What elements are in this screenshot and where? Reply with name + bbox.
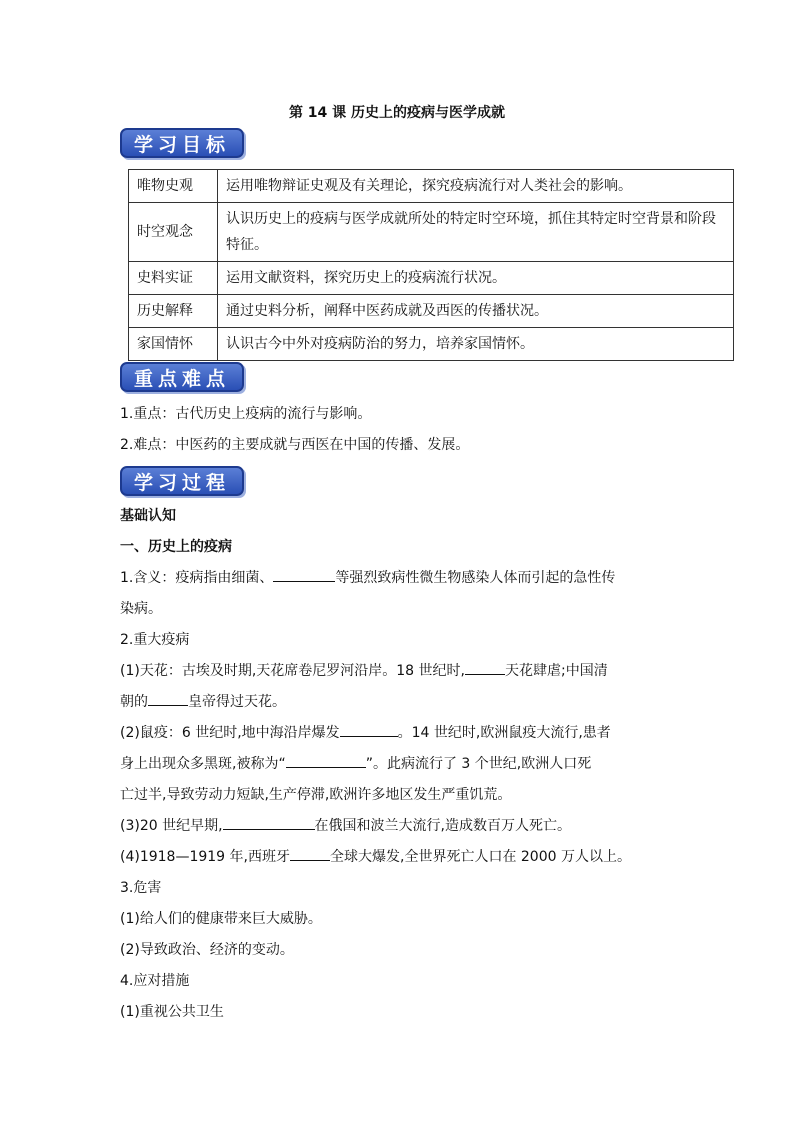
objective-text: 通过史料分析，阐释中医药成就及西医的传播状况。 [218, 295, 734, 328]
major-heading: 2.重大疫病 [120, 632, 190, 648]
table-row [129, 262, 734, 295]
objective-label: 历史解释 [129, 295, 218, 328]
banner-process: 学习过程 [120, 466, 244, 496]
banner-key-points: 重点难点 [120, 362, 244, 392]
fill-blank[interactable] [340, 722, 398, 737]
early20-line: (3)20 世纪早期, 在俄国和波兰大流行,造成数百万人死亡。 [120, 815, 571, 837]
fill-blank[interactable] [148, 691, 188, 706]
measure-item-1: (1)重视公共卫生 [120, 1004, 224, 1020]
fill-blank[interactable] [273, 567, 335, 582]
objective-text: 运用唯物辩证史观及有关理论，探究疫病流行对人类社会的影响。 [218, 170, 734, 203]
fill-blank[interactable] [286, 753, 366, 768]
plague-line-cont: 身上出现众多黑斑,被称为“ ”。此病流行了 3 个世纪,欧洲人口死 [120, 753, 591, 775]
key-point-2: 2.难点：中医药的主要成就与西医在中国的传播、发展。 [120, 437, 470, 453]
harm-item-2: (2)导致政治、经济的变动。 [120, 942, 294, 958]
key-point-1: 1.重点：古代历史上疫病的流行与影响。 [120, 406, 372, 422]
smallpox-line: (1)天花：古埃及时期,天花席卷尼罗河沿岸。18 世纪时, 天花肆虐;中国清 [120, 660, 608, 682]
definition-line-cont: 染病。 [120, 601, 162, 617]
fill-blank[interactable] [223, 815, 315, 830]
table-row [129, 203, 734, 262]
table-row [129, 328, 734, 361]
definition-line: 1.含义：疫病指由细菌、 等强烈致病性微生物感染人体而引起的急性传 [120, 567, 615, 589]
objective-label: 史料实证 [129, 262, 218, 295]
basic-heading: 基础认知 [120, 508, 176, 524]
plague-line: (2)鼠疫：6 世纪时,地中海沿岸爆发 。14 世纪时,欧洲鼠疫大流行,患者 [120, 722, 611, 744]
objective-text: 认识历史上的疫病与医学成就所处的特定时空环境，抓住其特定时空背景和阶段特征。 [218, 203, 734, 262]
objective-label: 唯物史观 [129, 170, 218, 203]
objective-label: 时空观念 [129, 203, 218, 262]
objectives-table [128, 169, 734, 361]
page-title: 第 14 课 历史上的疫病与医学成就 [288, 105, 506, 121]
harm-heading: 3.危害 [120, 880, 162, 896]
objective-label: 家国情怀 [129, 328, 218, 361]
plague-line-end: 亡过半,导致劳动力短缺,生产停滞,欧洲许多地区发生严重饥荒。 [120, 787, 512, 803]
fill-blank[interactable] [465, 660, 505, 675]
table-row [129, 295, 734, 328]
section-heading: 一、历史上的疫病 [120, 539, 232, 555]
banner-objectives: 学习目标 [120, 128, 244, 158]
objective-text: 认识古今中外对疫病防治的努力，培养家国情怀。 [218, 328, 734, 361]
smallpox-line-cont: 朝的 皇帝得过天花。 [120, 691, 286, 713]
harm-item-1: (1)给人们的健康带来巨大威胁。 [120, 911, 322, 927]
objective-text: 运用文献资料，探究历史上的疫病流行状况。 [218, 262, 734, 295]
measures-heading: 4.应对措施 [120, 973, 190, 989]
table-row [129, 170, 734, 203]
flu-line: (4)1918—1919 年,西班牙 全球大爆发,全世界死亡人口在 2000 万人以上。 [120, 846, 631, 868]
fill-blank[interactable] [290, 846, 330, 861]
